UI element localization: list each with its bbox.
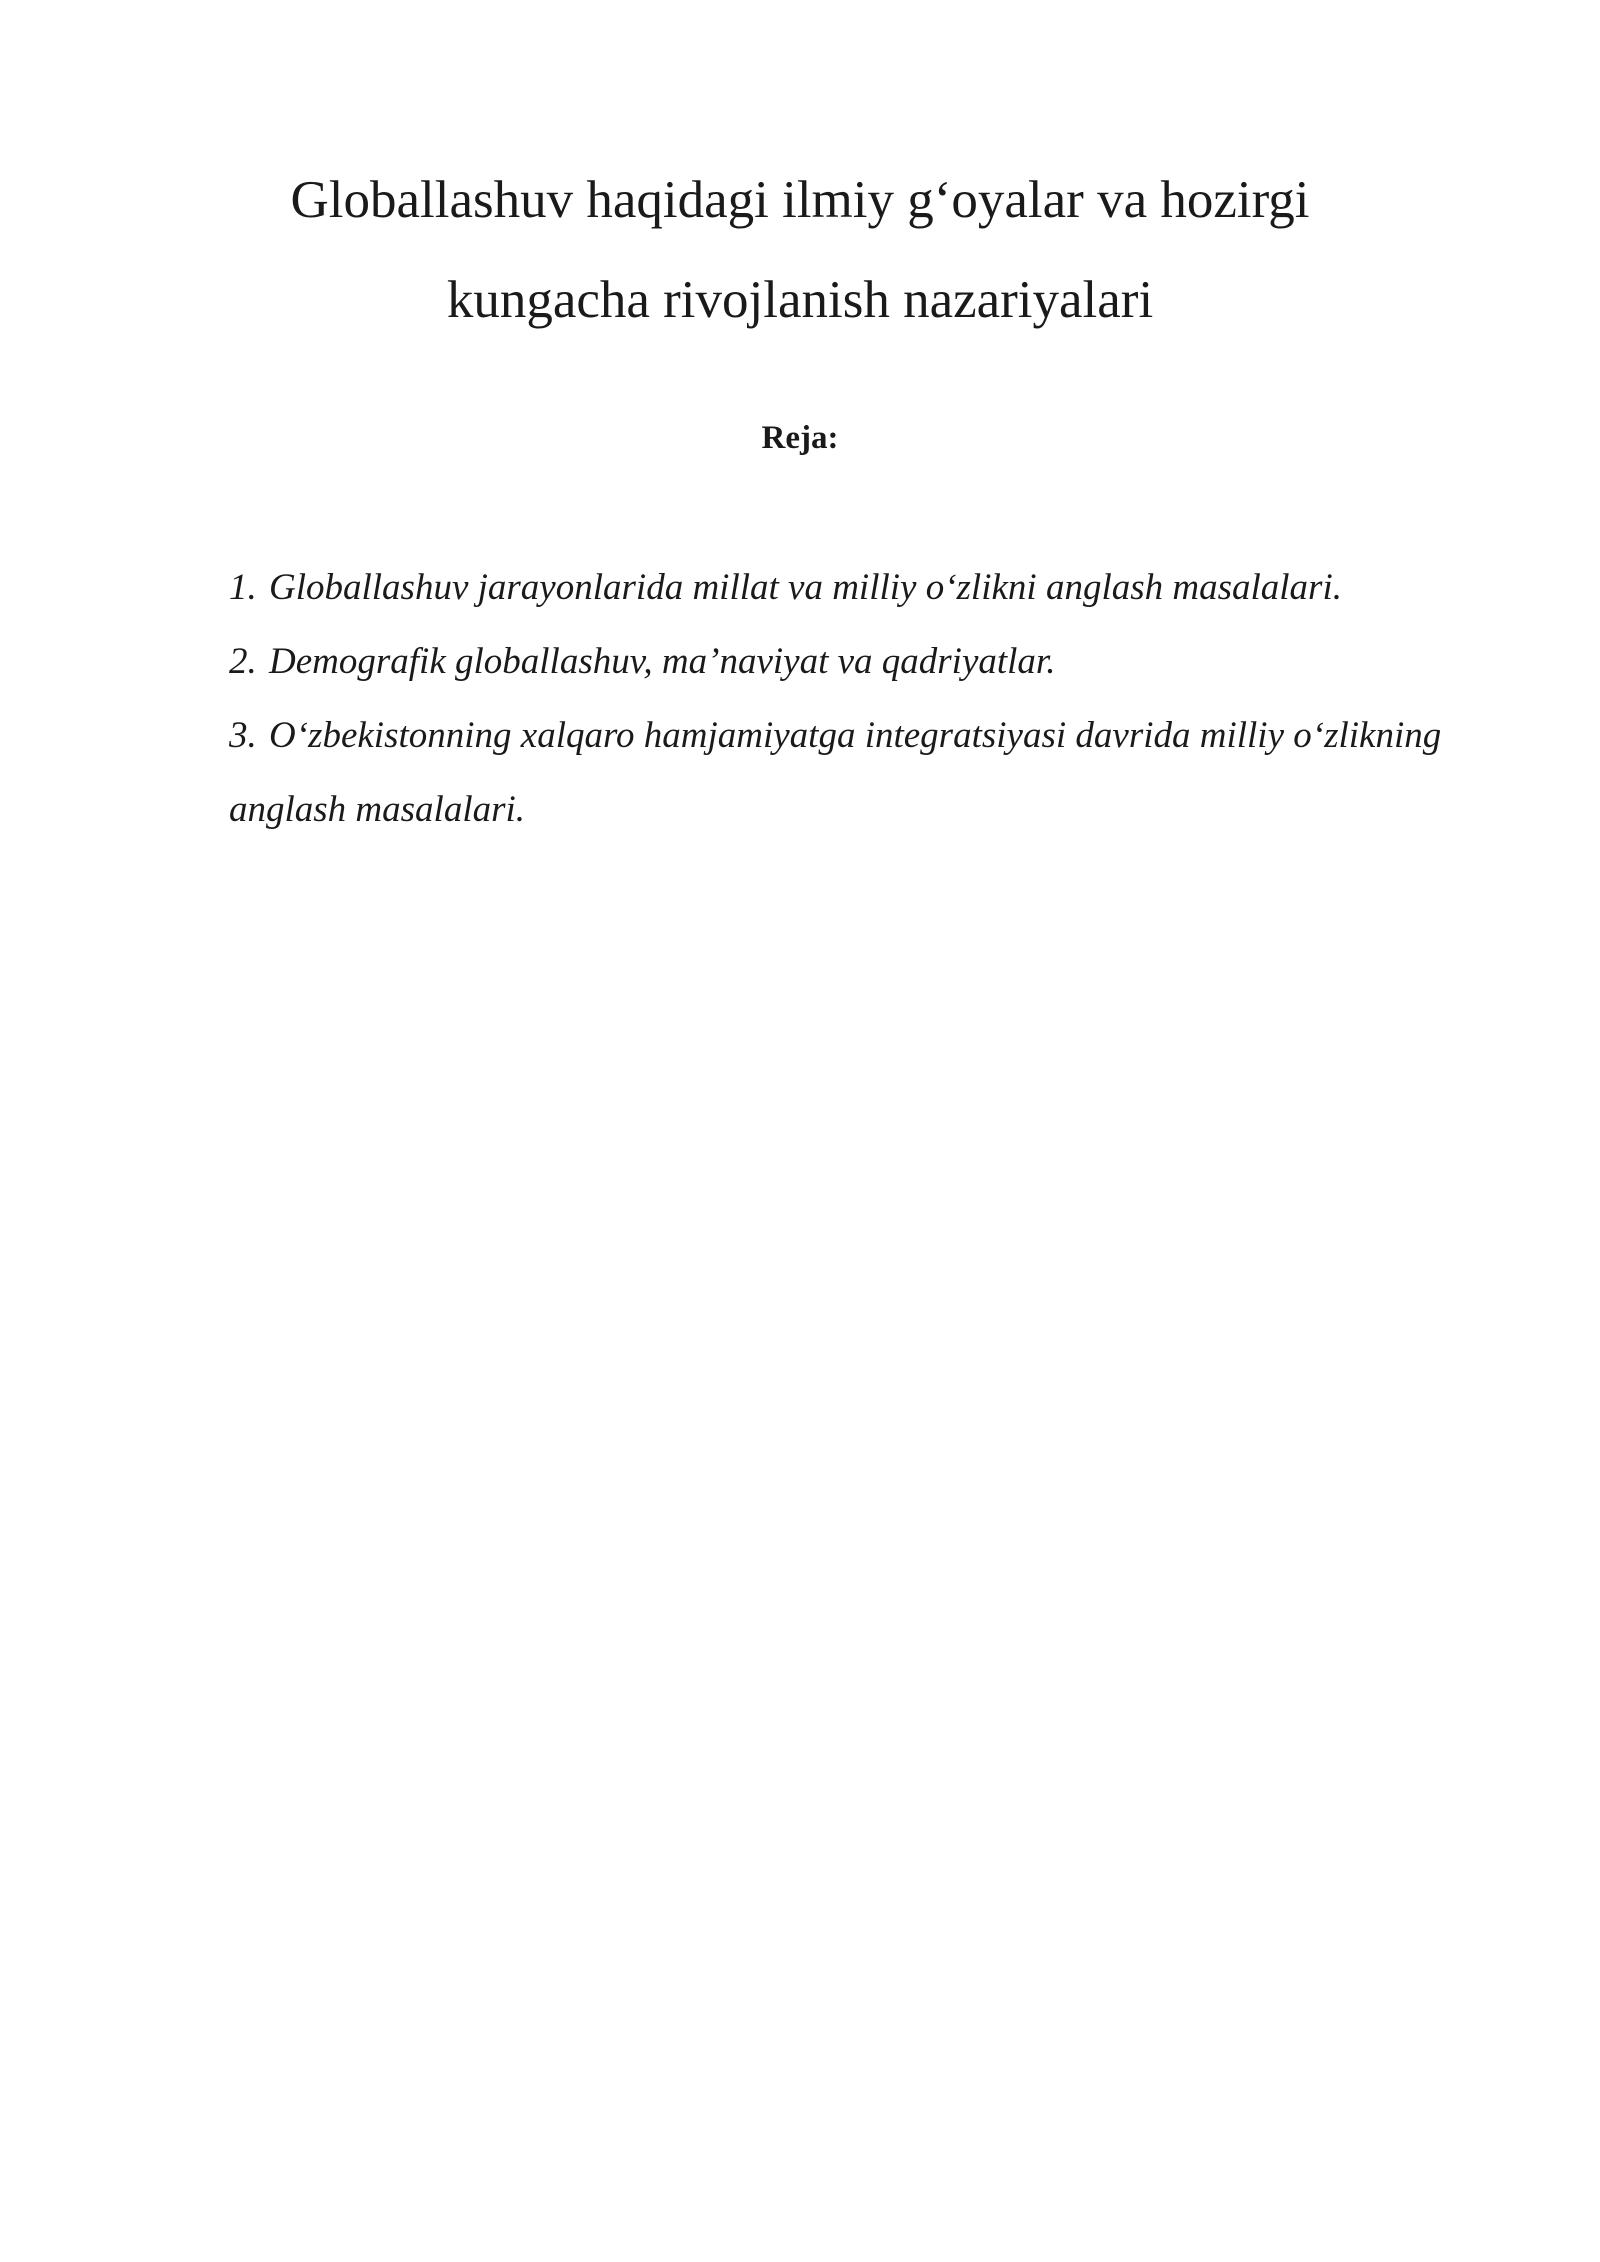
plan-item-text: O‘zbekistonning xalqaro hamjamiyatga integratsiyasi davrida milliy o‘zlikning anglash masalalari.	[229, 715, 1442, 830]
plan-item	[229, 625, 1479, 699]
plan-item-text: Globallashuv jarayonlarida millat va milliy o‘zlikni anglash masalalari.	[269, 567, 1342, 608]
plan-list	[229, 551, 1479, 847]
plan-item	[229, 551, 1479, 625]
plan-item-text: Demografik globallashuv, ma’naviyat va qadriyatlar.	[269, 641, 1056, 682]
plan-item	[229, 699, 1479, 847]
page-title-line-2: kungacha rivojlanish nazariyalari	[446, 271, 1154, 329]
plan-item-number: 2.	[229, 641, 257, 682]
plan-heading: Reja:	[761, 420, 839, 456]
page-title	[0, 150, 1600, 350]
plan-item-number: 1.	[229, 567, 257, 608]
page-title-line-1: Globallashuv haqidagi ilmiy g‘oyalar va hozirgi	[290, 171, 1310, 229]
plan-item-number: 3.	[229, 715, 257, 756]
